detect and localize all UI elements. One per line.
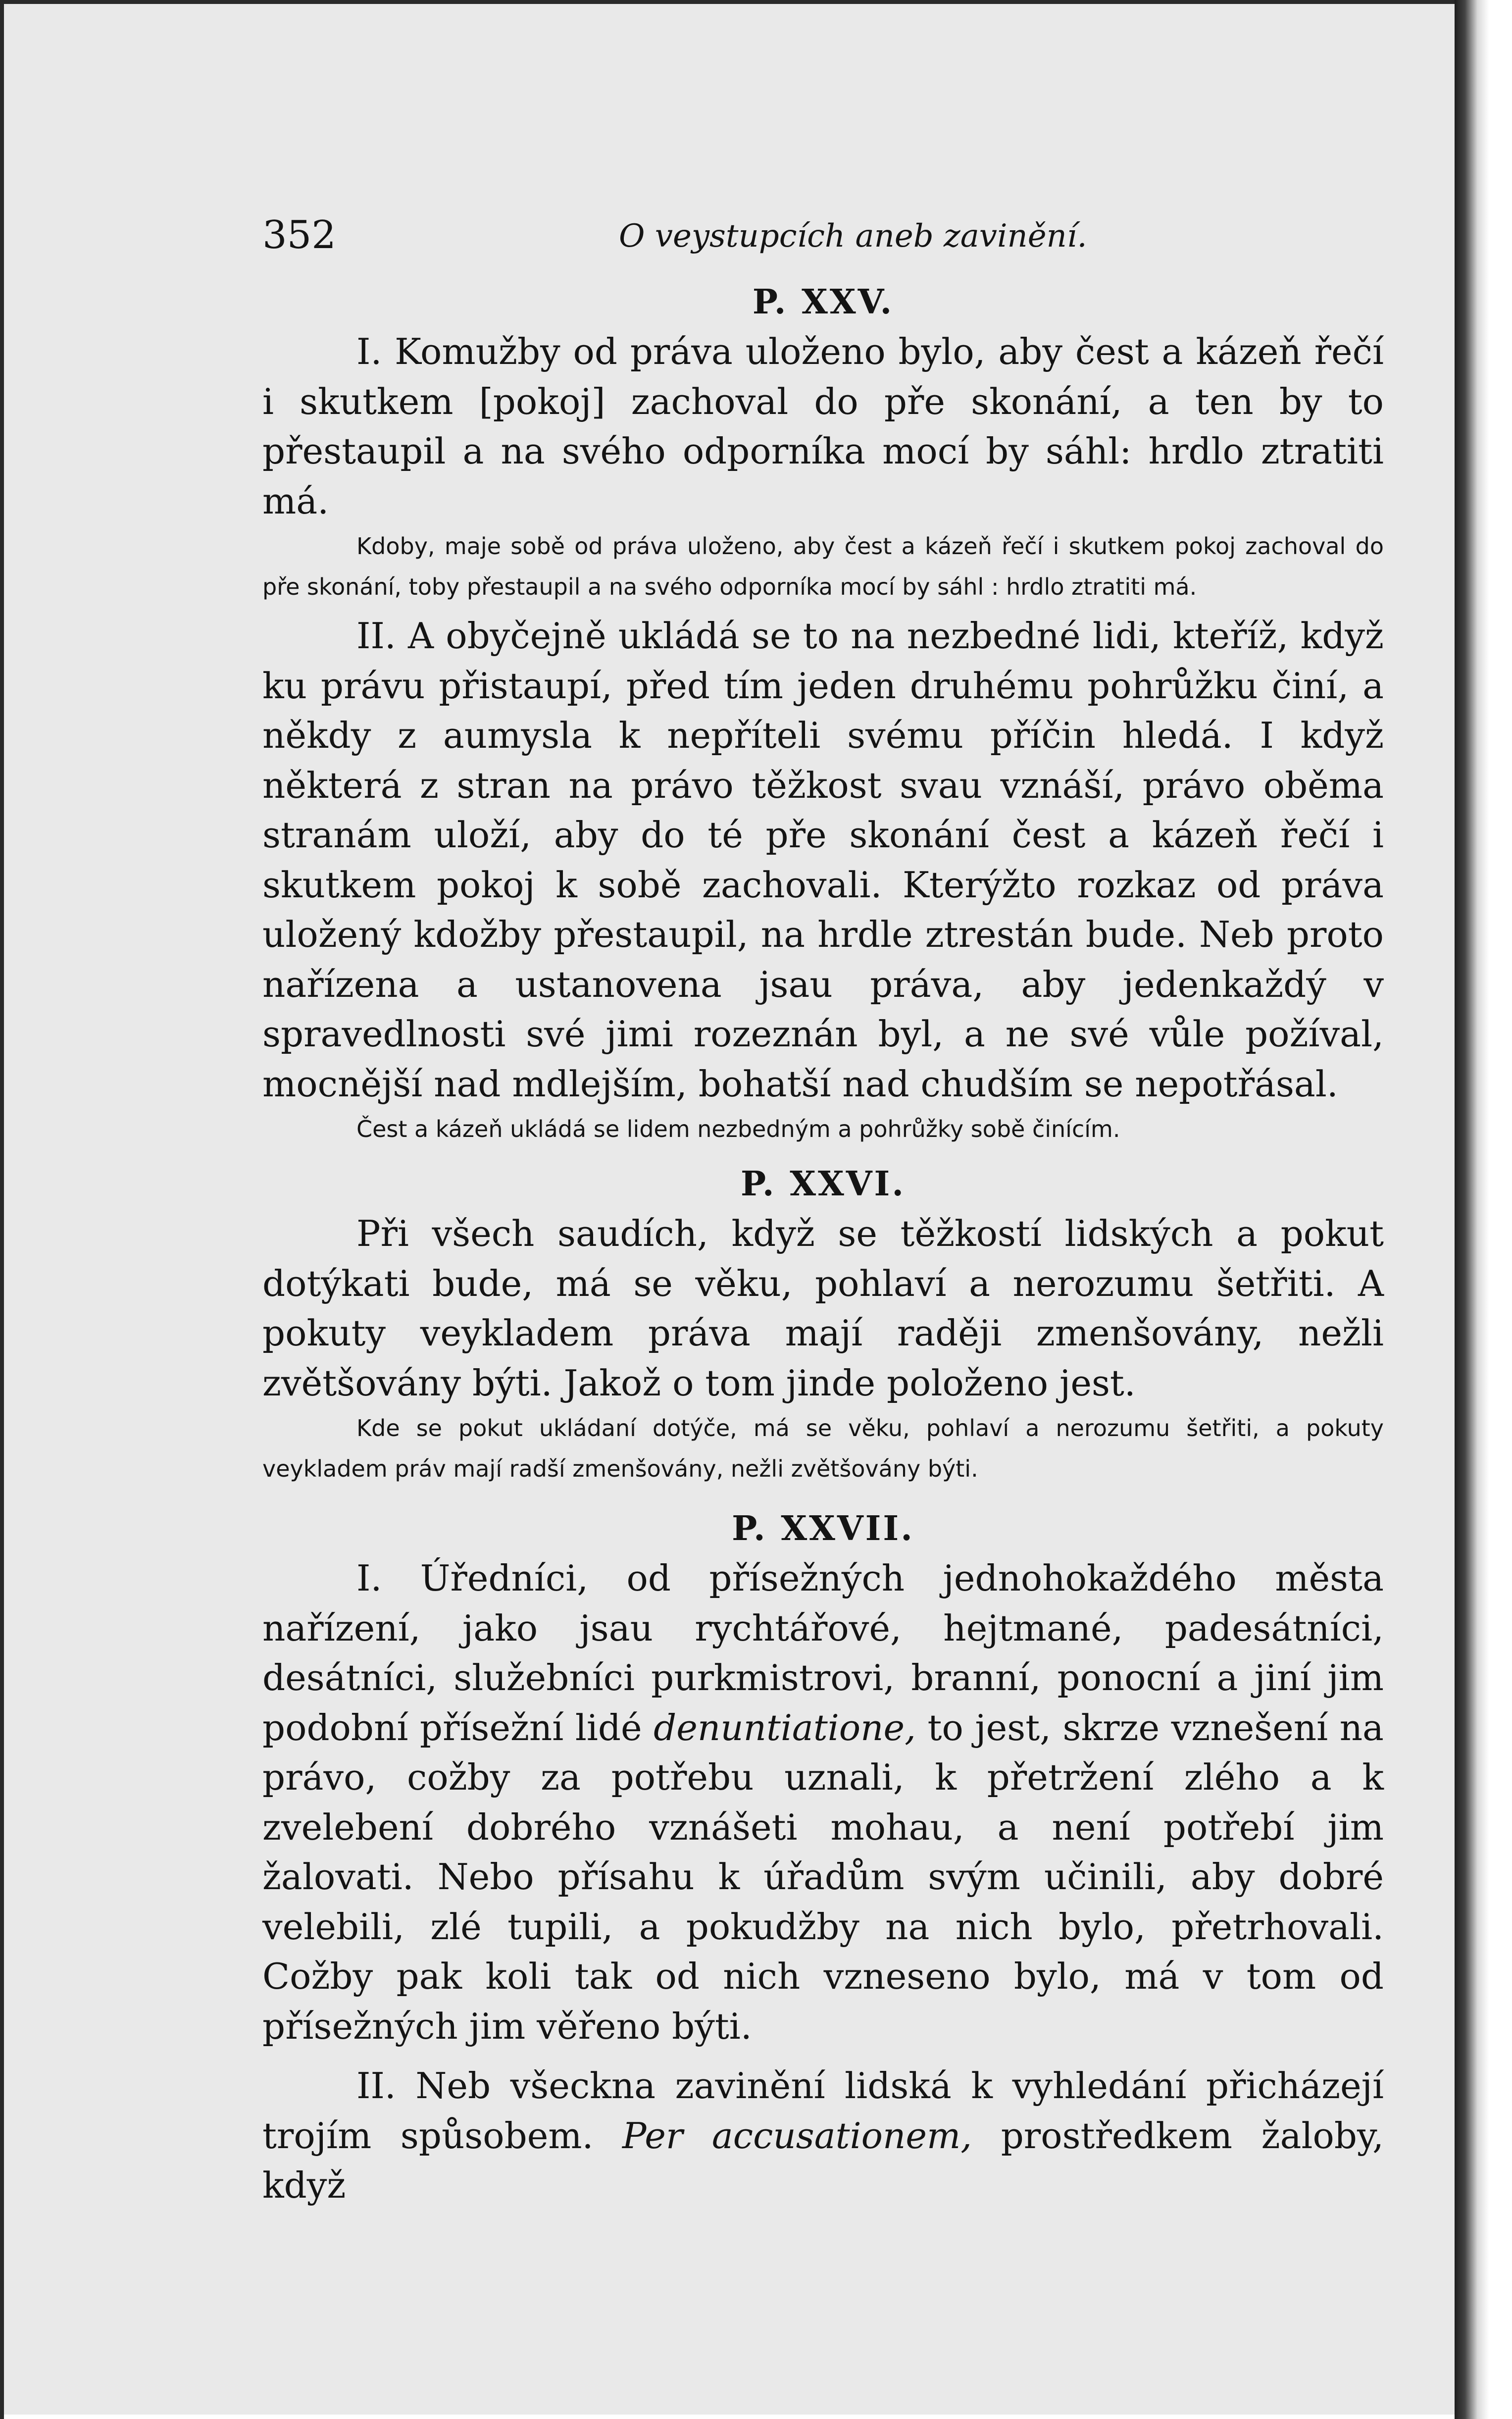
paragraph-xxvii-2 xyxy=(262,2061,1384,2211)
section-heading-xxv: P. XXV. xyxy=(752,282,894,322)
marginal-note-xxv-1: Kdoby, maje sobě od práva uloženo, aby čest a kázeň řečí i skutkem pokoj zachoval do pře skonání, toby přestaupil a na svého odporníka mocí by sáhl : hrdlo ztratiti má. xyxy=(262,533,1384,600)
page-number: 352 xyxy=(262,213,336,257)
page-text-block xyxy=(262,203,1384,2211)
paragraph-xxvii-2-end: prostředkem žaloby, když xyxy=(262,2114,1384,2206)
book-spine-shadow xyxy=(1455,0,1512,2419)
marginal-note-xxv-2: Čest a kázeň ukládá se lidem nezbedným a pohrůžky sobě činícím. xyxy=(356,1116,1120,1142)
section-heading-xxvii: P. XXVII. xyxy=(732,1509,914,1548)
page-left-edge xyxy=(0,0,4,2419)
page-header xyxy=(262,203,1384,262)
paragraph-xxvii-1-start: I. Úředníci, od přísežných jednohokaždého města nařízení, jako jsau rychtářové, hejtmané, padesátníci, desátníci, služebníci purkmistrovi, branní, ponocní a jiní jim podobní přísežní lidé xyxy=(262,1557,1384,1749)
paragraph-xxv-1: I. Komužby od práva uloženo bylo, aby čest a kázeň řečí i skutkem [pokoj] zachoval do pře skonání, a ten by to přestaupil a na svého odporníka mocí by sáhl: hrdlo ztratiti má. xyxy=(262,331,1384,522)
marginal-note-xxvi-1: Kde se pokut ukládaní dotýče, má se věku, pohlaví a nerozumu šetřiti, a pokuty veykladem práv mají radší zmenšovány, nežli zvětšovány býti. xyxy=(262,1415,1384,1482)
latin-term-per-accusationem: Per accusationem, xyxy=(622,2114,972,2157)
paragraph-xxv-2: II. A obyčejně ukládá se to na nezbedné lidi, kteříž, když ku právu přistaupí, před tím jeden druhému pohrůžku činí, a někdy z aumysla k nepříteli svému příčin hledá. I když některá z stran na právo těžkost svau vznáší, právo oběma stranám uloží, aby do té pře skonání čest a kázeň řečí i skutkem pokoj k sobě zachovali. Kterýžto rozkaz od práva uložený kdožby přestaupil, na hrdle ztrestán bude. Neb proto nařízena a ustanovena jsau práva, aby jedenkaždý v spravedlnosti své jimi rozeznán byl, a ne své vůle požíval, mocnější nad mdlejším, bohatší nad chudším se nepotřásal. xyxy=(262,615,1384,1105)
paragraph-xxvii-1-end: to jest, skrze vznešení na právo, cožby za potřebu uznali, k přetržení zlého a k zvelebení dobrého vznášeti mohau, a není potřebí jim žalovati. Nebo přísahu k úřadům svým učinili, aby dobré velebili, zlé tupili, a pokudžby na nich bylo, přetrhovali. Cožby pak koli tak od nich vzneseno bylo, má v tom od přísežných jim věřeno býti. xyxy=(262,1706,1384,2047)
paragraph-xxvii-1 xyxy=(262,1553,1384,2051)
latin-term-denuntiatione: denuntiatione, xyxy=(654,1706,916,1749)
paragraph-xxvi-1: Při všech saudích, když se těžkostí lidských a pokut dotýkati bude, má se věku, pohlaví a nerozumu šetřiti. A pokuty veykladem práva mají raději zmenšovány, nežli zvětšovány býti. Jakož o tom jinde položeno jest. xyxy=(262,1213,1384,1404)
page-top-edge xyxy=(0,0,1455,4)
section-heading-xxvi: P. XXVI. xyxy=(741,1164,906,1204)
running-head: O veystupcích aneb zavinění. xyxy=(619,218,1087,255)
paragraph-xxvii-2-start: II. Neb všeckna zavinění lidská k vyhledání přicházejí trojím spůsobem. xyxy=(262,2065,1384,2157)
